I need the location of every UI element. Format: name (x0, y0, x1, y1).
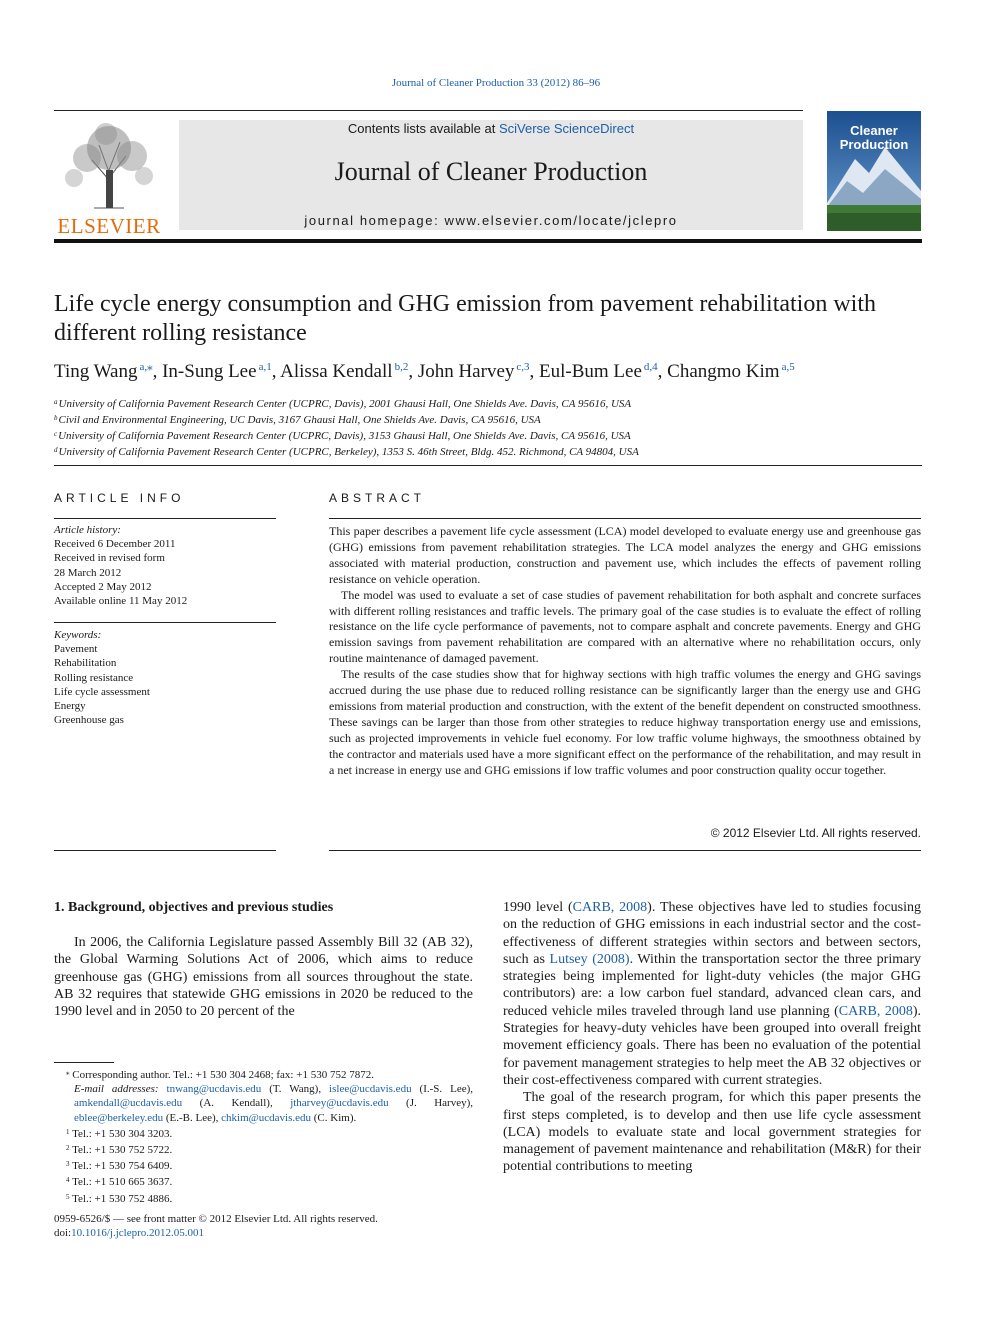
body-paragraph (503, 899, 921, 1089)
body-column-right (503, 899, 921, 1176)
history-item: 28 March 2012 (54, 566, 122, 579)
email-link[interactable]: jtharvey@ucdavis.edu (290, 1097, 389, 1110)
doi-prefix: doi: (54, 1227, 72, 1240)
text-run: ). Strategies for heavy-duty vehicles have been grouped into overall freight movement efficiency goals. There has been no evaluation of the potential for pavement management strategies to help meet the AB 32 objectives or their cost-effectiveness compared with current strategies. (503, 1003, 921, 1088)
affiliation-text: University of California Pavement Research Center (UCPRC, Berkeley), 1353 S. 46th Street, Bldg. 452. Richmond, CA 94804, USA (58, 446, 639, 458)
footnote-text: Tel.: +1 530 304 3203. (72, 1127, 173, 1140)
tel-footnote (54, 1190, 473, 1206)
keyword: Pavement (54, 643, 98, 656)
sciencedirect-link[interactable]: SciVerse ScienceDirect (498, 121, 635, 136)
author-marks[interactable]: a,⁎ (139, 361, 153, 373)
journal-cover-image[interactable] (827, 111, 921, 231)
email-owner: (J. Harvey), (388, 1097, 474, 1110)
author-marks[interactable]: c,3 (516, 361, 530, 373)
tel-footnote (54, 1125, 473, 1141)
body-column-left (54, 934, 473, 1020)
journal-homepage[interactable]: journal homepage: www.elsevier.com/locate/jclepro (304, 213, 678, 228)
doi-line (54, 1226, 554, 1240)
affiliation (54, 411, 934, 427)
email-owner: (C. Kim). (311, 1111, 357, 1124)
abstract-heading: ABSTRACT (329, 491, 426, 505)
author-list: Ting Wang $^{a,⁎}$, In-Sung Lee $^{a,1}$, Alissa Kendall $^{b,2}$, John Harvey $^{c,3}$, Eul-Bum Lee $^{d,4}$, Changmo Kim $^{a,5}$ (54, 361, 795, 382)
history-item: Received in revised form (54, 552, 165, 565)
author-name: John Harvey (417, 361, 515, 382)
email-link[interactable]: chkim@ucdavis.edu (221, 1111, 312, 1124)
affiliation-text: University of California Pavement Research Center (UCPRC, Davis), 2001 Ghausi Hall, One Shields Ave. Davis, CA 95616, USA (58, 398, 632, 410)
title-rule (54, 465, 922, 466)
author-name: Eul-Bum Lee (539, 361, 642, 382)
footnote-text: Corresponding author. Tel.: +1 530 304 2468; fax: +1 530 752 7872. (72, 1069, 374, 1081)
history-label: Article history: (54, 524, 121, 536)
article-info-heading: ARTICLE INFO (54, 491, 185, 505)
keyword: Greenhouse gas (54, 714, 124, 727)
citation-link[interactable]: CARB, 2008 (838, 1003, 913, 1019)
affiliation-text: University of California Pavement Research Center (UCPRC, Davis), 3153 Ghausi Hall, One Shields Ave. Davis, CA 95616, USA (58, 430, 631, 442)
footnote-rule (54, 1062, 114, 1063)
text-run: 1990 level ( (503, 900, 573, 915)
tel-footnote (54, 1141, 473, 1157)
footnote-mark: 2 (66, 1144, 70, 1153)
journal-name: Journal of Cleaner Production (334, 157, 648, 186)
citation-link[interactable]: CARB, 2008 (572, 900, 648, 915)
corresponding-author-note (54, 1066, 473, 1082)
email-addresses (54, 1082, 473, 1125)
keywords-label: Keywords: (54, 629, 102, 641)
keyword: Energy (54, 700, 86, 713)
cover-title-line2: Production (839, 137, 909, 152)
history-item: Received 6 December 2011 (54, 538, 176, 551)
author-marks[interactable]: b,2 (394, 361, 409, 373)
citation-link[interactable]: Lutsey (2008) (549, 951, 630, 967)
tel-footnote (54, 1173, 473, 1189)
article-info-rule (54, 518, 276, 519)
footnote-mark: ⁎ (66, 1069, 70, 1077)
keywords-rule (54, 622, 276, 623)
footnote-mark: 1 (66, 1127, 70, 1136)
affiliation-mark: d (54, 446, 58, 454)
abstract-bottom-rule (329, 850, 921, 851)
email-link[interactable]: tnwang@ucdavis.edu (166, 1083, 262, 1096)
author-name: In-Sung Lee (162, 361, 257, 382)
affiliations (54, 395, 934, 459)
abstract-paragraph: This paper describes a pavement life cycle assessment (LCA) model developed to evaluate energy use and greenhouse gas (GHG) emissions from pavement rehabilitation strategies. The LCA model analyzes the energy and GHG emissions associated with material production, construction and pavement use, which includes the effects of pavement rolling resistance on vehicle operation. (329, 524, 921, 586)
article-history (54, 523, 276, 608)
keyword: Rolling resistance (54, 671, 134, 684)
tel-footnote (54, 1157, 473, 1173)
affiliation-mark: b (54, 414, 58, 422)
elsevier-wordmark[interactable]: ELSEVIER (57, 214, 161, 238)
keywords (54, 628, 276, 727)
affiliation (54, 427, 934, 443)
keyword: Life cycle assessment (54, 685, 150, 698)
email-owner: (I.-S. Lee), (411, 1083, 473, 1096)
footnote-text: Tel.: +1 510 665 3637. (72, 1176, 173, 1189)
email-link[interactable]: amkendall@ucdavis.edu (74, 1097, 183, 1110)
history-item: Accepted 2 May 2012 (54, 580, 152, 593)
footnote-text: Tel.: +1 530 754 6409. (72, 1160, 173, 1173)
header-rule (54, 110, 803, 111)
keyword: Rehabilitation (54, 657, 117, 670)
email-owner: (E.-B. Lee), (163, 1111, 222, 1124)
abstract-rule (329, 518, 921, 519)
author-name: Alissa Kendall (280, 361, 393, 382)
paper-title: Life cycle energy consumption and GHG emission from pavement rehabilitation with different rolling resistance (54, 291, 877, 346)
history-item: Available online 11 May 2012 (54, 595, 188, 608)
footnote-mark: 5 (66, 1192, 70, 1201)
issn-line: 0959-6526/$ — see front matter © 2012 Elsevier Ltd. All rights reserved. (54, 1213, 378, 1225)
affiliation (54, 395, 934, 411)
article-info-bottom-rule (54, 850, 276, 851)
journal-citation[interactable]: Journal of Cleaner Production 33 (2012) 86–96 (391, 77, 601, 89)
affiliation-mark: a (54, 398, 58, 406)
email-label: E-mail addresses: (74, 1083, 159, 1096)
author-marks[interactable]: a,1 (258, 361, 272, 373)
footnote-text: Tel.: +1 530 752 5722. (72, 1144, 173, 1157)
email-owner: (A. Kendall), (182, 1097, 291, 1110)
affiliation-text: Civil and Environmental Engineering, UC Davis, 3167 Ghausi Hall, One Shields Ave. Davis, CA 95616, USA (58, 414, 541, 426)
section-heading: 1. Background, objectives and previous studies (54, 900, 334, 915)
front-matter (54, 1212, 554, 1240)
body-paragraph: In 2006, the California Legislature passed Assembly Bill 32 (AB 32), the Global Warming Solutions Act of 2006, which aims to reduce greenhouse gas (GHG) emissions from all sources throughout the state. AB 32 requires that statewide GHG emissions in 2020 be reduced to the 1990 level and in 2050 to 20 percent of the (54, 935, 473, 1020)
author-name: Changmo Kim (667, 361, 780, 382)
text-run: ). These objectives have led to studies focusing on the reduction of GHG emissions in each industrial sector and the cost-effectiveness of different strategies within sectors and between sectors, such as (503, 900, 922, 967)
doi-link[interactable]: 10.1016/j.jclepro.2012.05.001 (71, 1227, 205, 1240)
footnote-mark: 3 (66, 1160, 70, 1169)
cover-title-line1: Cleaner (850, 123, 898, 138)
affiliation-mark: c (54, 430, 58, 438)
author-name: Ting Wang (54, 361, 138, 382)
affiliation (54, 443, 934, 459)
email-link[interactable]: eblee@berkeley.edu (74, 1111, 164, 1124)
contents-prefix: Contents lists available at (347, 121, 499, 136)
email-link[interactable]: islee@ucdavis.edu (329, 1083, 412, 1096)
text-run: . Within the transportation sector the three primary strategies being implemented for light-duty vehicles (the major GHG contributors) are: a low carbon fuel standard, advanced clean cars, and reduced vehicle miles traveled through land use planning ( (503, 951, 922, 1019)
header-rule-thick (54, 239, 922, 243)
copyright-notice: © 2012 Elsevier Ltd. All rights reserved. (710, 826, 921, 840)
abstract-body (329, 524, 921, 779)
author-marks[interactable]: a,5 (781, 361, 795, 373)
footnote-text: Tel.: +1 530 752 4886. (72, 1192, 173, 1205)
footnote-mark: 4 (66, 1176, 70, 1185)
author-marks[interactable]: d,4 (643, 361, 658, 373)
email-owner: (T. Wang), (261, 1083, 330, 1096)
footnotes (54, 1066, 473, 1206)
abstract-paragraph: The model was used to evaluate a set of case studies of pavement rehabilitation for both asphalt and concrete surfaces with different rolling resistances and traffic levels. The primary goal of the case studies is to evaluate the effect of rolling resistance on the life cycle performance of pavements, not to compare asphalt and concrete pavements. Energy and GHG emission savings from pavement rehabilitation are compared with an alternative where no rehabilitation occurs, only routine maintenance of damaged pavement. (329, 587, 921, 666)
body-paragraph: The goal of the research program, for which this paper presents the first steps completed, is to develop and then use life cycle assessment (LCA) models to evaluate state and local government strategies for management of pavement maintenance and rehabilitation (M&R) for their potential contributions to meeting (503, 1090, 921, 1175)
abstract-paragraph: The results of the case studies show that for highway sections with high traffic volumes the energy and GHG savings accrued during the use phase due to reduced rolling resistance can be significantly larger than the energy use and GHG emissions from material production and construction, with the extent of the benefit dependent on constructed smoothness. These savings can be larger than those from other strategies to reduce highway transportation energy use and emissions, such as projected improvements in vehicle fuel economy. For low traffic volume highways, the smoothness obtained by the contractor and materials used have a more significant effect on the performance of the rehabilitation, and may result in a net increase in energy use and GHG emissions if low traffic volumes and poor construction quality occur together. (329, 667, 921, 777)
contents-line (179, 121, 803, 136)
